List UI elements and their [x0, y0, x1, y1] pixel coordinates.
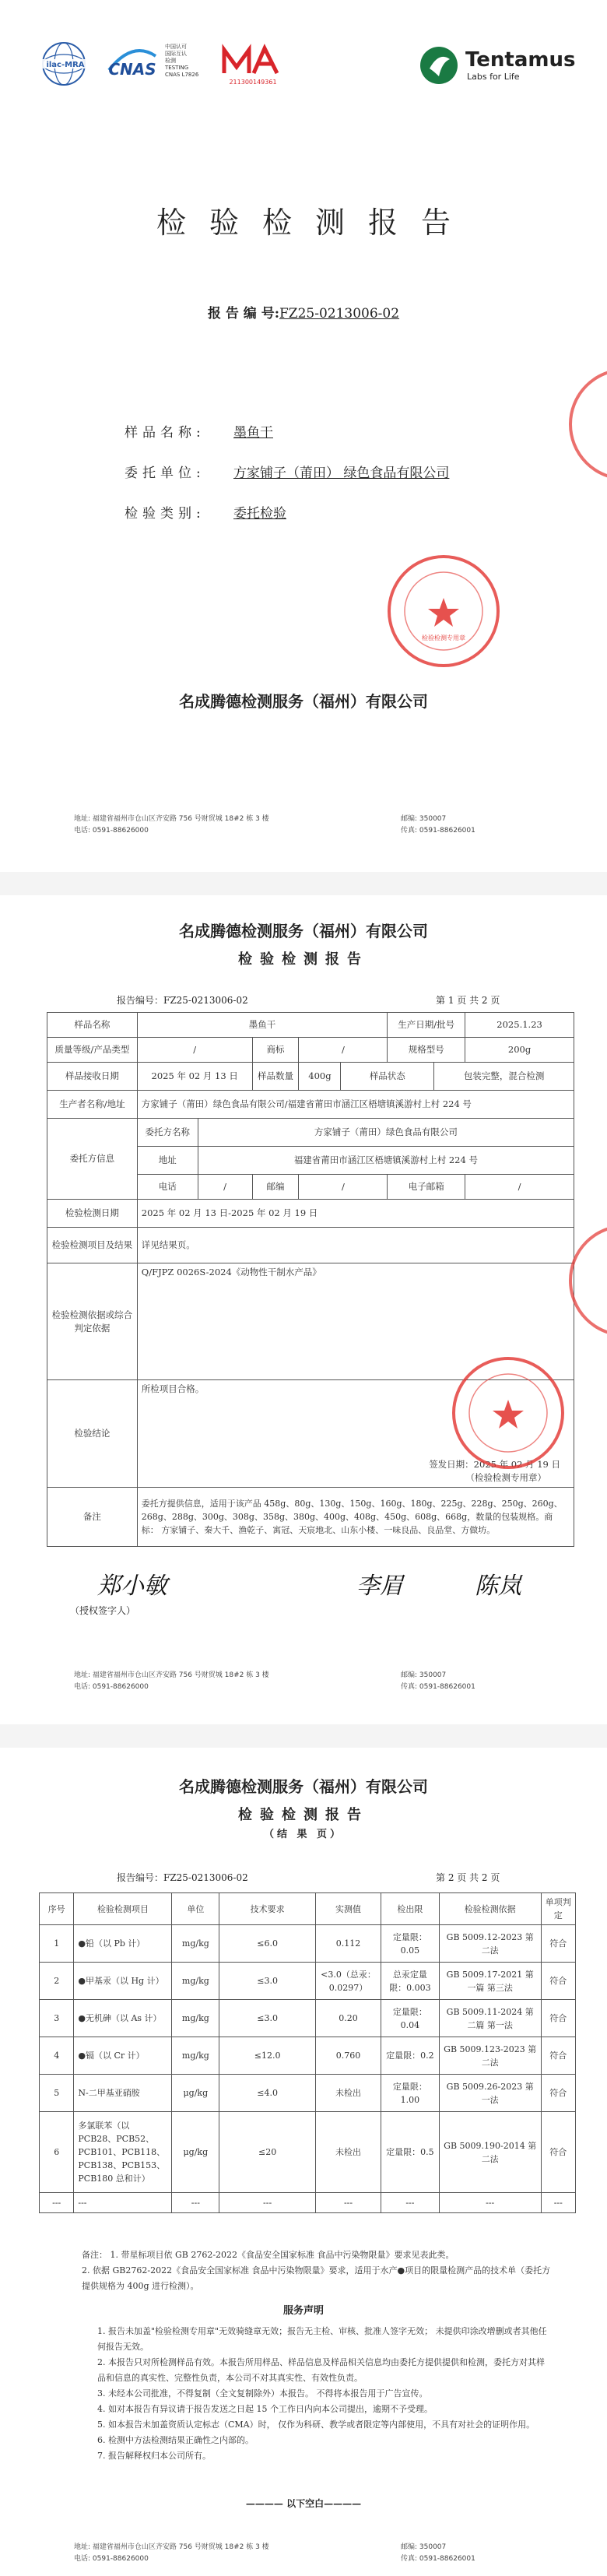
column-header: 实测值 [315, 1893, 381, 1925]
result-cell-std: GB 5009.17-2021 第一篇 第三法 [439, 1963, 541, 2000]
result-cell-no: 6 [40, 2112, 74, 2193]
declaration-item: 6. 检测中方法检测结果正确性之内部的。 [97, 2435, 254, 2445]
report-page [0, 895, 607, 1705]
cell-label: 备注 [47, 1488, 138, 1547]
results-meta [117, 1871, 506, 1884]
footer-fax: 传真: 0591-88626001 [401, 1683, 475, 1691]
cell-value: 200g [465, 1038, 574, 1063]
column-header: 序号 [40, 1893, 74, 1925]
declaration-title: 服务声明 [282, 2305, 324, 2317]
table-row [40, 1925, 576, 1963]
tentamus-tagline: Labs for Life [467, 72, 520, 82]
declaration-item: 7. 报告解释权归本公司所有。 [97, 2451, 211, 2461]
result-cell-unit: mg/kg [172, 2000, 219, 2037]
cell-value: 400g [299, 1063, 341, 1091]
testing-line: TESTING [165, 65, 189, 71]
result-cell-lod: 定量限：0.05 [381, 1925, 440, 1963]
result-cell-item: ●甲基汞（以 Hg 计） [74, 1963, 172, 2000]
cover-report-no [0, 302, 607, 322]
footer-address: 地址: 福建省福州市仓山区齐安路 756 号财贸城 18#2 栋 3 楼 [74, 1671, 269, 1679]
result-cell-judge: 符合 [541, 1963, 575, 2000]
cell-value: 2025 年 02 月 13 日 [137, 1063, 252, 1091]
testing-accreditation-text [165, 44, 219, 79]
cover-footer [74, 814, 541, 837]
cell-value: 委托方提供信息，适用于该产品 458g、80g、130g、150g、160g、180g、225g、228g、250g、260g、268g、288g、300g、308g、358g、380g、400g、408g、450g、608g、668g，数量的包装规格。商标： 方家铺子、秦大千、渔乾子、寓冠、天宸地北、山东小楼、一味良品、良品堂、方做坊。 [137, 1488, 574, 1547]
declaration-item: 1. 报告未加盖"检验检测专用章"无效骑缝章无效；报告无主检、审核、批准人签字无效； 未提供印涂改增删或者其他任何报告无效。 [97, 2326, 547, 2352]
cell-label: 电子邮箱 [388, 1175, 465, 1200]
result-cell-judge: 符合 [541, 2112, 575, 2193]
signature-reviewer: 李眉 [356, 1573, 403, 1600]
table-row [40, 1963, 576, 2000]
note-line: 备注： 1. 带星标项目依 GB 2762-2022《食品安全国家标准 食品中污染物限量》要求见表此类。 [82, 2250, 454, 2260]
declaration-item: 3. 未经本公司批准，不得复制（全文复制除外）本报告。 不得将本报告用于广告宣传。 [97, 2388, 428, 2399]
svg-text:检验检测专用章: 检验检测专用章 [422, 634, 465, 641]
column-header: 检验检测依据 [439, 1893, 541, 1925]
results-page [0, 1748, 607, 2576]
footer-fax: 传真: 0591-88626001 [401, 2555, 475, 2563]
report-no: 报告编号：FZ25-0213006-02 [117, 995, 248, 1006]
svg-text:211300149361: 211300149361 [229, 79, 277, 86]
report-no-value: FZ25-0213006-02 [279, 306, 400, 322]
result-cell-lod: 定量限：0.5 [381, 2112, 440, 2193]
cell-label: 样品数量 [252, 1063, 299, 1091]
result-cell-no: 5 [40, 2075, 74, 2112]
result-cell-val: 未检出 [315, 2075, 381, 2112]
type-label: 检验类别: [125, 506, 205, 522]
type-value: 委托检验 [233, 506, 286, 522]
footer-phone: 电话: 0591-88626000 [74, 2555, 149, 2563]
cell-value: 方家铺子（莆田）绿色食品有限公司/福建省莆田市涵江区梧塘镇溪游村上村 224 号 [137, 1091, 574, 1119]
seal-caption: （检验检测专用章） [465, 1472, 546, 1483]
sample-name-row [125, 413, 449, 453]
type-row [125, 494, 449, 534]
client-label: 委托单位: [125, 466, 205, 481]
result-cell-item: ●镉（以 Cr 计） [74, 2037, 172, 2075]
side-seal-fragment [567, 366, 607, 483]
result-cell-lod: 定量限：1.00 [381, 2075, 440, 2112]
cell-label: 检验检测项目及结果 [47, 1228, 138, 1263]
footer-right [401, 1670, 475, 1693]
cell-value: / [299, 1038, 388, 1063]
result-cell-item: 多氯联苯（以 PCB28、PCB52、PCB101、PCB118、PCB138、PCB153、PCB180 总和计） [74, 2112, 172, 2193]
report-title: 检验检测报告 [238, 951, 369, 968]
cell-value: 福建省莆田市涵江区梧塘镇溪游村上村 224 号 [198, 1147, 574, 1175]
testing-line: 国际互认 [165, 51, 187, 57]
results-notes [82, 2247, 556, 2294]
table-row [40, 2037, 576, 2075]
cell-label: 样品名称 [47, 1013, 138, 1038]
cover-title: 检验检测报告 [156, 206, 474, 240]
table-row [40, 2075, 576, 2112]
result-cell-req: --- [219, 2193, 316, 2213]
result-cell-val: 0.760 [315, 2037, 381, 2075]
declaration-item: 4. 如对本报告有异议请于报告发送之日起 15 个工作日内向本公司提出，逾期不予受理。 [97, 2404, 433, 2414]
result-cell-lod: 定量限：0.04 [381, 2000, 440, 2037]
cell-value: 2025.1.23 [465, 1013, 574, 1038]
svg-text:CNAS: CNAS [108, 60, 156, 79]
table-row [47, 1200, 574, 1228]
result-cell-judge: --- [541, 2193, 575, 2213]
result-cell-val: 0.112 [315, 1925, 381, 1963]
page-separator [0, 872, 607, 895]
column-header: 检出限 [381, 1893, 440, 1925]
footer-phone: 电话: 0591-88626000 [74, 827, 149, 835]
report-no: 报告编号：FZ25-0213006-02 [117, 1872, 248, 1883]
cell-label: 检验检测依据或综合判定依据 [47, 1263, 138, 1380]
result-cell-val: 0.20 [315, 2000, 381, 2037]
cell-label: 生产日期/批号 [388, 1013, 465, 1038]
result-cell-std: GB 5009.123-2023 第二法 [439, 2037, 541, 2075]
testing-line: 中国认可 [165, 44, 187, 50]
result-cell-judge: 符合 [541, 1925, 575, 1963]
testing-line: CNAS L7826 [165, 72, 199, 78]
result-cell-std: GB 5009.11-2024 第二篇 第一法 [439, 2000, 541, 2037]
column-header: 单位 [172, 1893, 219, 1925]
approver-label: （授权签字人） [70, 1605, 136, 1616]
page-indicator: 第 1 页 共 2 页 [436, 995, 500, 1006]
inspection-seal [385, 553, 502, 669]
cell-label: 质量等级/产品类型 [47, 1038, 138, 1063]
tentamus-leaf-icon [419, 45, 459, 86]
result-cell-lod: --- [381, 2193, 440, 2213]
result-cell-judge: 符合 [541, 2075, 575, 2112]
result-cell-std: GB 5009.26-2023 第一法 [439, 2075, 541, 2112]
results-table [39, 1892, 576, 2213]
cma-logo [218, 40, 288, 87]
table-row [40, 2000, 576, 2037]
results-subtitle: （结 果 页） [263, 1829, 344, 1840]
sample-name-value: 墨鱼干 [233, 425, 273, 441]
cell-value: 墨鱼干 [137, 1013, 388, 1038]
sign-date: 签发日期：2025 年 02 月 19 日 [429, 1459, 560, 1470]
cover-page [0, 0, 607, 835]
result-cell-item: --- [74, 2193, 172, 2213]
client-value: 方家铺子（莆田） 绿色食品有限公司 [233, 466, 450, 481]
result-cell-req: ≤3.0 [219, 1963, 316, 2000]
report-footer [74, 1670, 541, 1693]
signature-tester: 陈岚 [475, 1573, 521, 1600]
column-header: 检验检测项目 [74, 1893, 172, 1925]
result-cell-req: ≤3.0 [219, 2000, 316, 2037]
cell-value: / [299, 1175, 388, 1200]
cell-value: 详见结果页。 [137, 1228, 574, 1263]
result-cell-no: 4 [40, 2037, 74, 2075]
inspection-seal [450, 1355, 567, 1471]
table-row [47, 1063, 574, 1091]
footer-address: 地址: 福建省福州市仓山区齐安路 756 号财贸城 18#2 栋 3 楼 [74, 2543, 269, 2551]
footer-right [401, 2542, 475, 2565]
cell-label: 邮编 [252, 1175, 299, 1200]
result-cell-req: ≤12.0 [219, 2037, 316, 2075]
cell-label: 检验检测日期 [47, 1200, 138, 1228]
result-cell-std: GB 5009.12-2023 第二法 [439, 1925, 541, 1963]
declaration-item: 2. 本报告只对所检测样品有效。本报告所用样品、样品信息及样品相关信息均由委托方提供提供和检测，委托方对其样品和信息的真实性、完整性负责，本公司不对其真实性、有效性负责。 [97, 2357, 545, 2383]
result-cell-no: 3 [40, 2000, 74, 2037]
cell-value: / [465, 1175, 574, 1200]
tentamus-logo [419, 44, 576, 87]
result-cell-no: 2 [40, 1963, 74, 2000]
result-cell-val: 未检出 [315, 2112, 381, 2193]
cell-value: / [137, 1038, 252, 1063]
result-cell-std: --- [439, 2193, 541, 2213]
result-cell-no: 1 [40, 1925, 74, 1963]
cell-value: 2025 年 02 月 13 日-2025 年 02 月 19 日 [137, 1200, 574, 1228]
table-row [47, 1091, 574, 1119]
footer-phone: 电话: 0591-88626000 [74, 1683, 149, 1691]
result-cell-req: ≤4.0 [219, 2075, 316, 2112]
result-cell-val: <3.0（总汞：0.0297） [315, 1963, 381, 2000]
result-cell-judge: 符合 [541, 2037, 575, 2075]
cell-label: 商标 [252, 1038, 299, 1063]
cell-label: 样品接收日期 [47, 1063, 138, 1091]
signature-approver: 郑小敏 [97, 1573, 167, 1600]
result-cell-unit: mg/kg [172, 1963, 219, 2000]
declaration-item: 5. 如本报告未加盖资质认定标志（CMA）时， 仅作为科研、教学或者限定等内部使用，不具有对社会的证明作用。 [97, 2420, 535, 2430]
side-seal-fragment [567, 1222, 607, 1339]
result-cell-lod: 定量限：0.2 [381, 2037, 440, 2075]
footer-right [401, 814, 475, 837]
footer-postcode: 邮编: 350007 [401, 1671, 447, 1679]
declaration-list [97, 2324, 549, 2464]
sample-name-label: 样品名称: [125, 425, 205, 441]
ilac-mra-logo [40, 40, 95, 87]
cell-label: 地址 [137, 1147, 198, 1175]
result-cell-judge: 符合 [541, 2000, 575, 2037]
cell-value: Q/FJPZ 0026S-2024《动物性干制水产品》 [137, 1263, 574, 1380]
column-header: 技术要求 [219, 1893, 316, 1925]
cell-label: 规格型号 [388, 1038, 465, 1063]
result-cell-unit: --- [172, 2193, 219, 2213]
column-header: 单项判定 [541, 1893, 575, 1925]
cell-label: 电话 [137, 1175, 198, 1200]
result-cell-val: --- [315, 2193, 381, 2213]
table-row [47, 1013, 574, 1038]
page-indicator: 第 2 页 共 2 页 [436, 1872, 500, 1883]
table-row [47, 1038, 574, 1063]
logo-bar [40, 37, 576, 92]
cell-value: 方家铺子（莆田）绿色食品有限公司 [198, 1119, 574, 1147]
cell-label: 样品状态 [341, 1063, 434, 1091]
client-row [125, 453, 449, 494]
table-row [47, 1228, 574, 1263]
table-row [40, 2112, 576, 2193]
footer-address: 地址: 福建省福州市仓山区齐安路 756 号财贸城 18#2 栋 3 楼 [74, 815, 269, 823]
results-title: 检验检测报告 [238, 1807, 369, 1823]
results-body [40, 1925, 576, 2213]
cell-value: 包装完整，混合检测 [434, 1063, 574, 1091]
report-meta [117, 993, 506, 1007]
svg-text:ilac-MRA: ilac-MRA [46, 61, 85, 69]
result-cell-item: ●无机砷（以 As 计） [74, 2000, 172, 2037]
cover-company: 名成腾德检测服务（福州）有限公司 [179, 692, 428, 711]
cnas-logo [101, 40, 163, 87]
result-cell-req: ≤6.0 [219, 1925, 316, 1963]
result-cell-item: N-二甲基亚硝胺 [74, 2075, 172, 2112]
end-marker: ———— 以下空白———— [245, 2498, 362, 2509]
cell-value: / [198, 1175, 252, 1200]
result-cell-lod: 总汞定量限：0.003 [381, 1963, 440, 2000]
footer-fax: 传真: 0591-88626001 [401, 827, 475, 835]
result-cell-no: --- [40, 2193, 74, 2213]
result-cell-unit: μg/kg [172, 2112, 219, 2193]
report-no-label: 报 告 编 号: [207, 306, 279, 322]
page-separator [0, 1724, 607, 1748]
cell-label: 生产者名称/地址 [47, 1091, 138, 1119]
conclusion-text: 所检项目合格。 [141, 1383, 205, 1394]
footer-postcode: 邮编: 350007 [401, 2543, 447, 2551]
table-row [47, 1488, 574, 1547]
result-cell-req: ≤20 [219, 2112, 316, 2193]
result-cell-unit: μg/kg [172, 2075, 219, 2112]
table-row [40, 2193, 576, 2213]
results-footer [74, 2542, 541, 2565]
result-cell-item: ●铅（以 Pb 计） [74, 1925, 172, 1963]
tentamus-name: Tentamus [465, 48, 576, 72]
cell-label: 委托方信息 [47, 1119, 138, 1200]
result-cell-std: GB 5009.190-2014 第二法 [439, 2112, 541, 2193]
table-header-row [40, 1893, 576, 1925]
footer-postcode: 邮编: 350007 [401, 815, 447, 823]
cover-fields [125, 413, 449, 534]
cell-label: 检验结论 [47, 1380, 138, 1488]
results-company: 名成腾德检测服务（福州）有限公司 [179, 1777, 428, 1796]
result-cell-unit: mg/kg [172, 2037, 219, 2075]
testing-line: 检测 [165, 58, 176, 64]
report-company: 名成腾德检测服务（福州）有限公司 [179, 922, 428, 940]
result-cell-unit: mg/kg [172, 1925, 219, 1963]
cell-label: 委托方名称 [137, 1119, 198, 1147]
table-row [47, 1119, 574, 1147]
note-line: 2. 依据 GB2762-2022《食品安全国家标准 食品中污染物限量》要求，适用于水产●项目的限量检测产品的技术单（委托方提供规格为 400g 进行检测）。 [82, 2265, 551, 2291]
